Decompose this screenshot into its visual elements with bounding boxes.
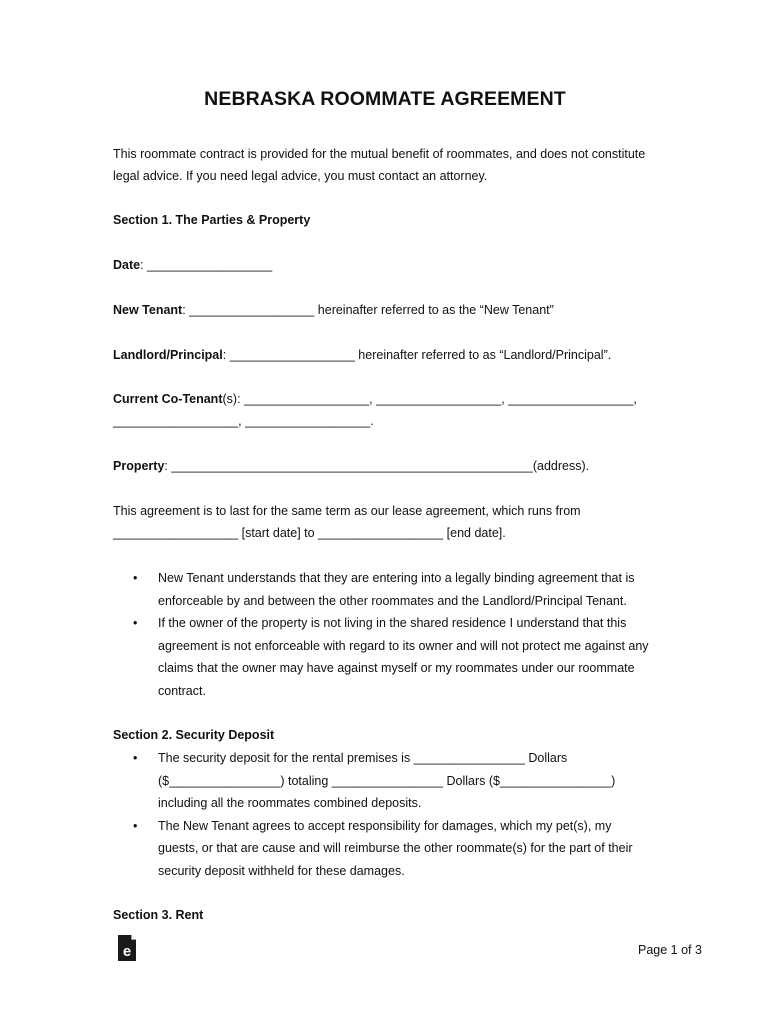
svg-text:e: e	[122, 943, 132, 960]
bullet-2-line-1: If the owner of the property is not living in the shared residence I understand that this	[158, 616, 627, 630]
section-1-heading: Section 1. The Parties & Property	[113, 213, 311, 227]
section-3-heading: Section 3. Rent	[113, 908, 204, 922]
bullet-2-line-2: agreement is not enforceable with regard to its owner and will not protect me against any	[158, 639, 649, 653]
damages-line-2: guests, or that are cause and will reimburse the other roommate(s) for the part of their	[158, 841, 633, 855]
section-2-heading: Section 2. Security Deposit	[113, 728, 275, 742]
bullet-1-line-2: enforceable by and between the other roommates and the Landlord/Principal Tenant.	[158, 594, 627, 608]
document-title: NEBRASKA ROOMMATE AGREEMENT	[204, 88, 566, 110]
bullet-marker: •	[133, 751, 138, 765]
landlord-blank: : __________________ hereinafter referred to as “Landlord/Principal”.	[222, 348, 612, 362]
deposit-line-3: including all the roommates combined deposits.	[158, 796, 422, 810]
landlord-label: Landlord/Principal	[113, 348, 223, 362]
term-line-2: __________________ [start date] to __________________ [end date].	[113, 526, 506, 540]
damages-line-1: The New Tenant agrees to accept responsibility for damages, which my pet(s), my	[158, 819, 612, 833]
bullet-marker: •	[133, 616, 138, 630]
bullet-marker: •	[133, 819, 138, 833]
new-tenant-blank: : __________________ hereinafter referred to as the “New Tenant”	[182, 303, 554, 317]
date-field	[113, 258, 272, 273]
property-blank: : ____________________________________________________(address).	[164, 459, 590, 473]
page-number: Page 1 of 3	[638, 943, 702, 957]
property-field	[113, 459, 589, 474]
cotenant-blanks: (s): __________________, __________________, __________________,	[222, 392, 637, 406]
new-tenant-field	[113, 303, 554, 318]
bullet-2-line-4: contract.	[158, 684, 206, 698]
eforms-logo-icon	[116, 935, 138, 961]
cotenant-field	[113, 392, 637, 407]
cotenant-line-2: __________________, __________________.	[113, 414, 374, 428]
date-blank: : __________________	[140, 258, 273, 272]
new-tenant-label: New Tenant	[113, 303, 183, 317]
term-line-1: This agreement is to last for the same term as our lease agreement, which runs from	[113, 504, 581, 518]
intro-line-2: legal advice. If you need legal advice, you must contact an attorney.	[113, 169, 488, 183]
bullet-2-line-3: claims that the owner may have against myself or my roommates under our roommate	[158, 661, 635, 675]
cotenant-label: Current Co-Tenant	[113, 392, 223, 406]
deposit-line-2: ($________________) totaling ________________ Dollars ($________________)	[158, 774, 616, 788]
property-label: Property	[113, 459, 165, 473]
intro-line-1: This roommate contract is provided for the mutual benefit of roommates, and does not constitute	[113, 147, 646, 161]
bullet-marker: •	[133, 571, 138, 585]
deposit-line-1: The security deposit for the rental premises is ________________ Dollars	[158, 751, 568, 765]
bullet-1-line-1: New Tenant understands that they are entering into a legally binding agreement that is	[158, 571, 635, 585]
date-label: Date	[113, 258, 141, 272]
damages-line-3: security deposit withheld for these damages.	[158, 864, 405, 878]
landlord-field	[113, 348, 611, 363]
